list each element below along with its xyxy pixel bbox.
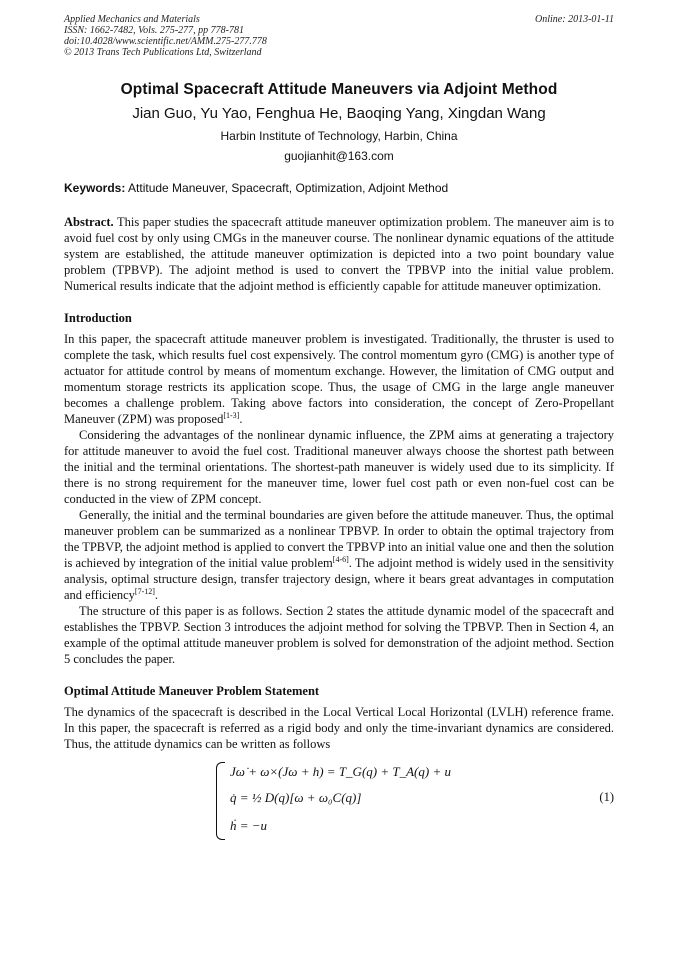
copyright-line: © 2013 Trans Tech Publications Ltd, Switzerland <box>64 47 262 58</box>
abstract-label: Abstract. <box>64 215 114 229</box>
journal-name: Applied Mechanics and Materials <box>64 14 200 25</box>
citation-ref[interactable]: [4-6] <box>332 554 349 564</box>
section-heading-introduction: Introduction <box>64 311 132 325</box>
citation-ref[interactable]: [7-12] <box>134 586 155 596</box>
doi-link[interactable]: doi:10.4028/www.scientific.net/AMM.275-277.778 <box>64 36 267 47</box>
intro-paragraph-3: Generally, the initial and the terminal boundaries are given before the attitude maneuver. Thus, the optimal maneuver problem can be summarized as a nonlinear TPBVP. In order to obtain the optimal trajectory from the TPBVP, the adjoint method is applied to convert the TPBVP into an initial value one and then the solution is achieved by integration of the initial value problem[4-6]. The adjoint method is widely used in the sensitivity analysis, optimal structure design, transfer trajectory design, where it bears great advantages in computation and efficiency[7-12]. <box>64 508 614 602</box>
equation-number: (1) <box>599 790 614 804</box>
keywords-text: Attitude Maneuver, Spacecraft, Optimization, Adjoint Method <box>128 181 449 195</box>
journal-header <box>64 14 614 58</box>
author-list: Jian Guo, Yu Yao, Fenghua He, Baoqing Yang, Xingdan Wang <box>132 105 546 122</box>
intro-paragraph-2: Considering the advantages of the nonlinear dynamic influence, the ZPM aims at generating a trajectory for attitude maneuver to avoid the fuel cost. Traditional maneuver always choose the shortest path between the initial and the terminal orientations. The shortest-path maneuver is widely used due to its simplicity. If there is no strong requirement for the maneuver time, lower fuel cost path or even non-fuel cost can be conducted in the view of ZPM concept. <box>64 428 614 506</box>
affiliation: Harbin Institute of Technology, Harbin, China <box>220 129 458 143</box>
author-email[interactable]: guojianhit@163.com <box>284 149 394 163</box>
intro-paragraph-4: The structure of this paper is as follows. Section 2 states the attitude dynamic model of the spacecraft and establishes the TPBVP. Section 3 introduces the adjoint method for solving the TPBVP. Then in Section 4, an example of the optimal attitude maneuver problem is solved for demonstration of the adjoint method. Section 5 concludes the paper. <box>64 604 614 666</box>
equation-1 <box>64 760 614 844</box>
intro-paragraph-1: In this paper, the spacecraft attitude maneuver problem is investigated. Traditionally, the thruster is used to complete the task, which results fuel cost expensively. The control momentum gyro (CMG) is another type of actuator for attitude control by means of momentum exchange. However, the limitation of CMG output and momentum storage restricts its application scope. Thus, the usage of CMG in the large angle maneuver becomes a challenge problem. Taking above factors into consideration, the concept of Zero-Propellant Maneuver (ZPM) was proposed[1-3]. <box>64 332 614 426</box>
equation-line-3: ḣ = −u <box>230 818 268 833</box>
equation-line-1: Jω̇ + ω×(Jω + h) = T_G(q) + T_A(q) + u <box>230 764 451 779</box>
section2-paragraph-1: The dynamics of the spacecraft is described in the Local Vertical Local Horizontal (LVLH) reference frame. In this paper, the spacecraft is referred as a rigid body and only the time-invariant dynamics are considered. Thus, the attitude dynamics can be written as follows <box>64 705 614 751</box>
issn-line: ISSN: 1662-7482, Vols. 275-277, pp 778-781 <box>64 25 244 36</box>
paper-title: Optimal Spacecraft Attitude Maneuvers via Adjoint Method <box>120 81 558 98</box>
equation-brace <box>216 762 225 840</box>
equation-line-2: q̇ = ½ D(q)[ω + ω₀C(q)] <box>230 790 362 805</box>
paper-page <box>64 14 614 844</box>
online-date: Online: 2013-01-11 <box>535 14 614 25</box>
citation-ref[interactable]: [1-3] <box>223 410 240 420</box>
keywords-label: Keywords: <box>64 181 126 195</box>
section-heading-problem-statement: Optimal Attitude Maneuver Problem Statement <box>64 684 320 698</box>
abstract <box>64 214 614 294</box>
abstract-text: This paper studies the spacecraft attitude maneuver optimization problem. The maneuver aim is to avoid fuel cost by only using CMGs in the maneuver course. The nonlinear dynamic equations of the attitude system are established, the attitude maneuver optimization is depicted into a two point boundary value problem (TPBVP). The adjoint method is used to convert the TPBVP into the initial value problem. Numerical results indicate that the adjoint method is efficiently capable for attitude maneuver optimization. <box>64 215 614 293</box>
keywords <box>64 181 614 195</box>
